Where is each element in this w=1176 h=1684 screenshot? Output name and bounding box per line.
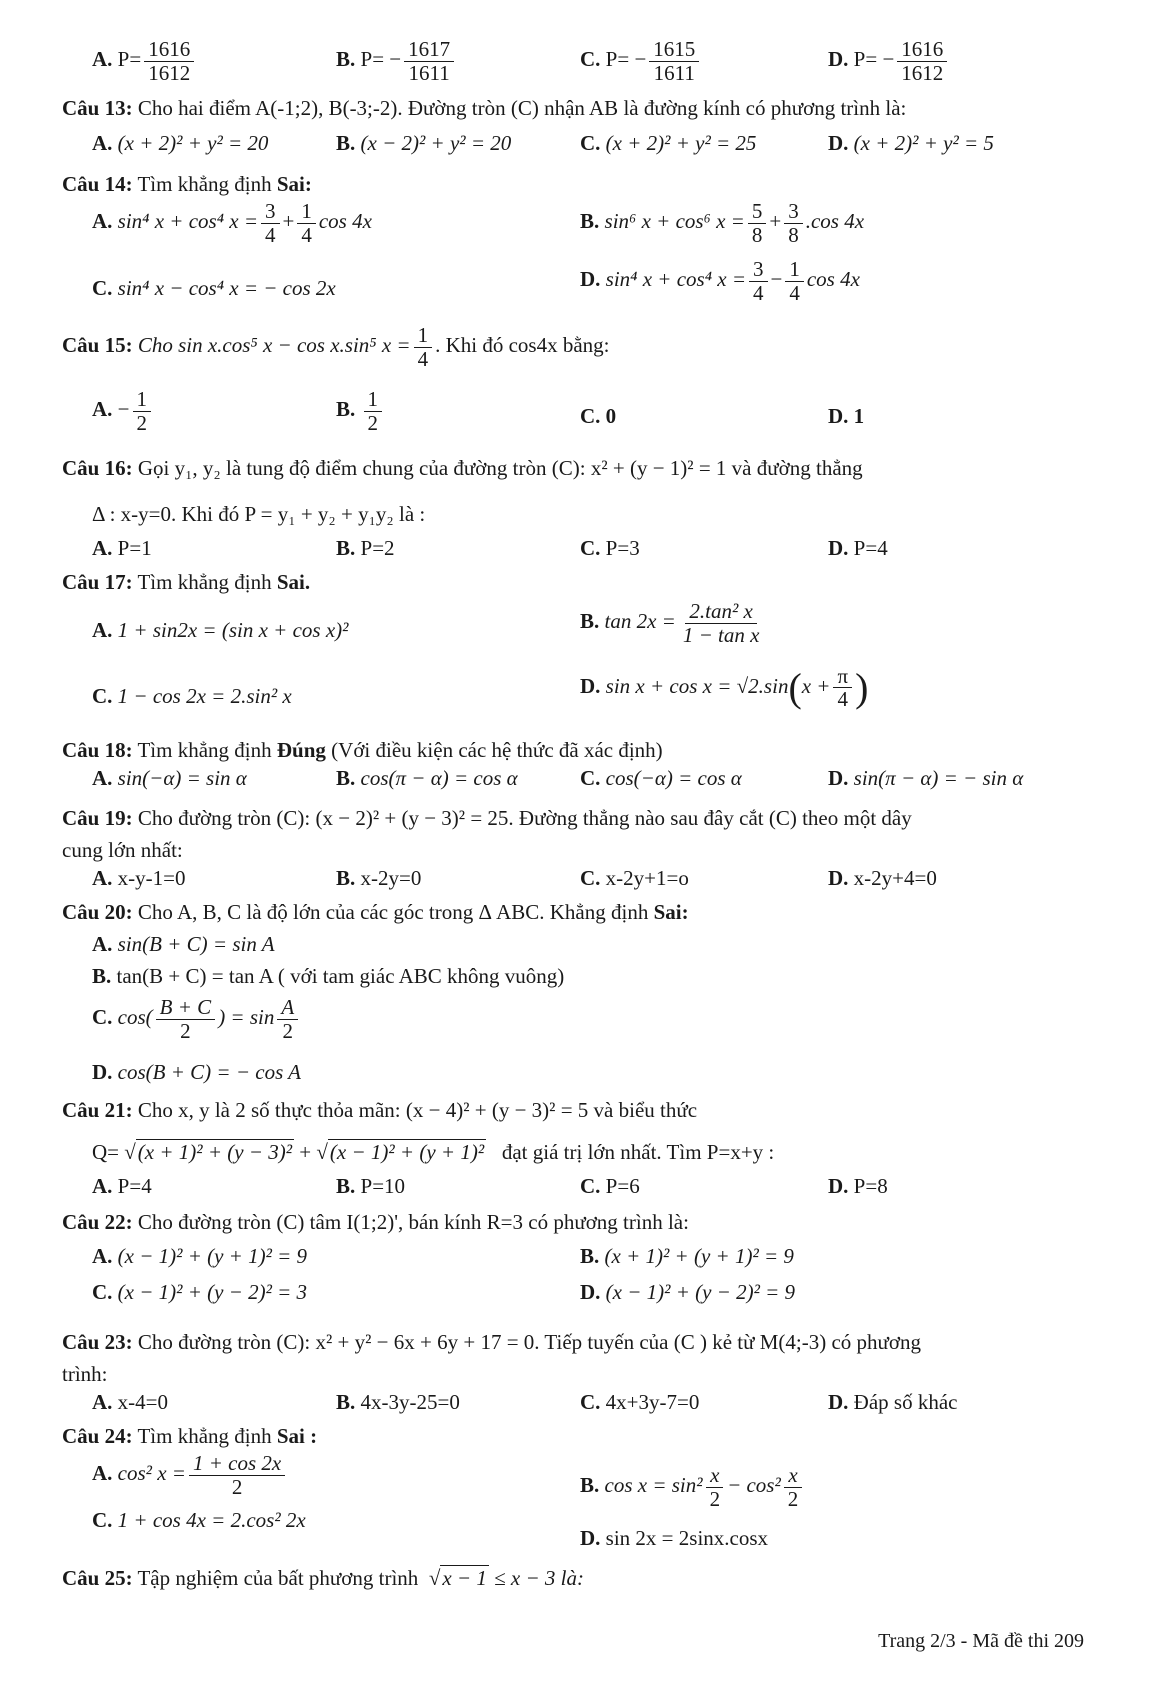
q13-option-b: B. (x − 2)² + y² = 20 (336, 131, 512, 155)
question-15: Câu 15: Cho sin x.cos⁵ x − cos x.sin⁵ x = $\frac{1}{4}$ . Khi đó cos4x bằng: (62, 323, 610, 371)
question-24: Câu 24: Tìm khẳng định Sai : (62, 1424, 318, 1448)
question-25: Câu 25: Tập nghiệm của bất phương trình √x − 1 ≤ x − 3 là: (62, 1566, 584, 1590)
question-16-line2: Δ : x-y=0. Khi đó P = y₁ + y₂ + y₁y₂ là : (92, 502, 426, 526)
q24-option-a: A. cos² x = $\frac{1 + \cos 2x}{2}$ (92, 1452, 288, 1498)
q16-option-d: D. P=4 (828, 536, 888, 560)
q15-option-b: B. $\frac{1}{2}$ (336, 388, 385, 434)
q21-option-a: A. P=4 (92, 1174, 152, 1198)
question-13: Câu 13: Cho hai điểm A(-1;2), B(-3;-2). Đường tròn (C) nhận AB là đường kính có phương trình là: (62, 96, 907, 120)
q14-option-a: A. sin⁴ x + cos⁴ x = $\frac{3}{4}$ + $\frac{1}{4}$ cos 4x (92, 199, 372, 247)
q21-option-c: C. P=6 (580, 1174, 640, 1198)
q17-option-a: A. 1 + sin2x = (sin x + cos x)² (92, 618, 349, 642)
q22-option-c: C. (x − 1)² + (y − 2)² = 3 (92, 1280, 308, 1304)
q15-option-a: A. − $\frac{1}{2}$ (92, 388, 154, 434)
top-option-c: C. P= − $\frac{1615}{1611}$ (580, 38, 702, 84)
q15-option-c: C. 0 (580, 404, 617, 428)
question-19: Câu 19: Cho đường tròn (C): (x − 2)² + (y − 3)² = 25. Đường thẳng nào sau đây cắt (C) theo một dây (62, 806, 912, 830)
q19-option-d: D. x-2y+4=0 (828, 866, 937, 890)
q13-option-c: C. (x + 2)² + y² = 25 (580, 131, 757, 155)
q19-option-a: A. x-y-1=0 (92, 866, 186, 890)
q15-option-d: D. 1 (828, 404, 865, 428)
q23-option-a: A. x-4=0 (92, 1390, 169, 1414)
q20-option-d: D. cos(B + C) = − cos A (92, 1060, 301, 1084)
q14-option-c: C. sin⁴ x − cos⁴ x = − cos 2x (92, 276, 336, 300)
question-14: Câu 14: Tìm khẳng định Sai: (62, 172, 312, 196)
question-21: Câu 21: Cho x, y là 2 số thực thỏa mãn: (x − 4)² + (y − 3)² = 5 và biểu thức (62, 1098, 698, 1122)
q22-option-b: B. (x + 1)² + (y + 1)² = 9 (580, 1244, 794, 1268)
q18-option-b: B. cos(π − α) = cos α (336, 766, 518, 790)
q17-option-c: C. 1 − cos 2x = 2.sin² x (92, 684, 292, 708)
q23-option-c: C. 4x+3y-7=0 (580, 1390, 700, 1414)
question-23: Câu 23: Cho đường tròn (C): x² + y² − 6x + 6y + 17 = 0. Tiếp tuyến của (C ) kẻ từ M(4;-3) có phương (62, 1330, 922, 1354)
q18-option-d: D. sin(π − α) = − sin α (828, 766, 1024, 790)
q16-option-b: B. P=2 (336, 536, 395, 560)
q24-option-c: C. 1 + cos 4x = 2.cos² 2x (92, 1508, 306, 1532)
q18-option-a: A. sin(−α) = sin α (92, 766, 247, 790)
q18-option-c: C. cos(−α) = cos α (580, 766, 742, 790)
q21-option-b: B. P=10 (336, 1174, 406, 1198)
q13-option-d: D. (x + 2)² + y² = 5 (828, 131, 994, 155)
question-17: Câu 17: Tìm khẳng định Sai. (62, 570, 311, 594)
question-16: Câu 16: Gọi y₁, y₂ là tung độ điểm chung của đường tròn (C): x² + (y − 1)² = 1 và đường thẳng (62, 456, 863, 480)
q22-option-a: A. (x − 1)² + (y + 1)² = 9 (92, 1244, 308, 1268)
question-18: Câu 18: Tìm khẳng định Đúng (Với điều kiện các hệ thức đã xác định) (62, 738, 663, 762)
q23-option-b: B. 4x-3y-25=0 (336, 1390, 460, 1414)
q14-option-b: B. sin⁶ x + cos⁶ x = $\frac{5}{8}$ + $\frac{3}{8}$ .cos 4x (580, 199, 865, 247)
q13-option-a: A. (x + 2)² + y² = 20 (92, 131, 269, 155)
q19-option-b: B. x-2y=0 (336, 866, 422, 890)
q20-option-c: C. cos( $\frac{B + C}{2}$ ) = sin $\frac{A}{2}$ (92, 996, 301, 1042)
top-option-a: A. P= $\frac{1616}{1612}$ (92, 38, 197, 84)
question-23-line2: trình: (62, 1362, 108, 1386)
q14-option-d: D. sin⁴ x + cos⁴ x = $\frac{3}{4}$ − $\frac{1}{4}$ cos 4x (580, 257, 860, 305)
q22-option-d: D. (x − 1)² + (y − 2)² = 9 (580, 1280, 796, 1304)
q24-option-d: D. sin 2x = 2sinx.cosx (580, 1526, 769, 1550)
question-22: Câu 22: Cho đường tròn (C) tâm I(1;2)', bán kính R=3 có phương trình là: (62, 1210, 689, 1234)
q17-option-b: B. tan 2x = $\frac{\text{2.tan² x}}{\text{1 − tan x}}$ (580, 599, 760, 647)
q16-option-c: C. P=3 (580, 536, 640, 560)
page-footer: Trang 2/3 - Mã đề thi 209 (878, 1630, 1084, 1652)
question-20: Câu 20: Cho A, B, C là độ lớn của các góc trong Δ ABC. Khẳng định Sai: (62, 900, 689, 924)
q24-option-b: B. cos x = sin² $\frac{x}{2}$ − cos² $\frac{x}{2}$ (580, 1464, 805, 1510)
q20-option-a: A. sin(B + C) = sin A (92, 932, 275, 956)
q19-option-c: C. x-2y+1=o (580, 866, 689, 890)
q20-option-b: B. tan(B + C) = tan A ( với tam giác ABC không vuông) (92, 964, 565, 988)
q21-option-d: D. P=8 (828, 1174, 888, 1198)
q17-option-d: D. sin x + cos x = √2.sin(x + $\frac{\pi}{4}$ ) (580, 663, 869, 712)
q16-option-a: A. P=1 (92, 536, 152, 560)
top-option-b: B. P= − $\frac{1617}{1611}$ (336, 38, 457, 84)
top-option-d: D. P= − $\frac{1616}{1612}$ (828, 38, 950, 84)
question-21-line2: Q= √(x + 1)² + (y − 3)² + √(x − 1)² + (y + 1)² đạt giá trị lớn nhất. Tìm P=x+y : (92, 1140, 775, 1164)
question-19-line2: cung lớn nhất: (62, 838, 183, 862)
q23-option-d: D. Đáp số khác (828, 1390, 958, 1414)
